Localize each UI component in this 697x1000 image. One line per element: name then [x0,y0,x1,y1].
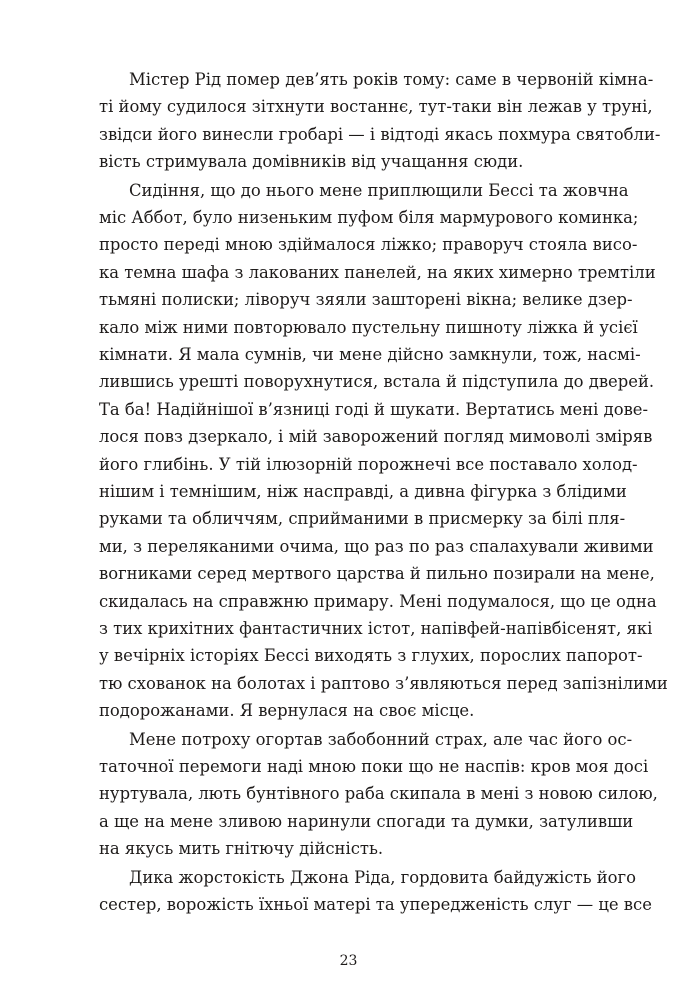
text-line: Мене потроху огортав забобонний страх, але час його ос- [129,729,633,749]
text-line: сестер, ворожість їхньої матері та упередженість слуг — це все [99,895,652,914]
page-number: 23 [339,953,358,969]
text-line: нуртувала, лють бунтівного раба скипала в мені з новою силою, [99,784,658,804]
text-line: кімнати. Я мала сумнів, чи мене дійсно замкнули, тож, насмі- [99,345,641,364]
text-line: лившись урешті поворухнутися, встала й підступила до дверей. [99,372,655,392]
text-line: руками та обличчям, сприйманими в присмерку за білі пля- [99,509,626,529]
text-line: нішим і темнішим, ніж насправді, а дивна фігурка з блідими [99,482,627,501]
text-line: у вечірніх історіях Бессі виходять з глухих, порослих папорот- [99,646,643,666]
text-line: тю схованок на болотах і раптово з’являються перед запізнілими [99,673,668,693]
text-line: а ще на мене зливою наринули спогади та думки, затуливши [99,811,634,831]
text-line: на якусь мить гнітючу дійсність. [99,839,384,859]
text-line: Сидіння, що до нього мене приплющили Бессі та жовчна [129,180,629,200]
text-line: звідси його винесли гробарі — і відтоді якась похмура святобли- [99,124,661,144]
text-line: ми, з переляканими очима, що раз по раз спалахували живими [99,536,654,556]
text-line: кало між ними повторювало пустельну пишноту ліжка й усієї [99,317,638,337]
text-line: ка темна шафа з лакованих панелей, на яких химерно тремтіли [99,262,656,282]
text-line: таточної перемоги наді мною поки що не наспів: кров моя досі [99,757,649,776]
text-line: Містер Рід помер дев’ять років тому: саме в червоній кімна- [129,70,654,89]
text-line: ті йому судилося зітхнути востаннє, тут-таки він лежав у труні, [99,97,653,117]
text-line: подорожанами. Я вернулася на своє місце. [99,701,475,721]
text-line: з тих крихітних фантастичних істот, напівфей-напівбісенят, які [99,619,653,638]
text-line: Дика жорстокість Джона Ріда, гордовита байдужість його [129,867,636,887]
text-line: його глибінь. У тій ілюзорній порожнечі все поставало холод- [99,454,638,474]
text-line: лося повз дзеркало, і мій заворожений погляд мимоволі зміряв [99,427,653,447]
text-line: просто переді мною здіймалося ліжко; праворуч стояла висо- [99,235,638,255]
text-line: тьмяні полиски; ліворуч зяяли зашторені вікна; велике дзер- [99,290,633,310]
text-line: вість стримувала домівників від учащання сюди. [99,152,524,172]
text-line: Та ба! Надійнішої в’язниці годі й шукати. Вертатись мені довe- [99,399,649,419]
text-line: вогниками серед мертвого царства й пильно позирали на мене, [99,564,655,584]
text-line: скидалась на справжню примару. Мені подумалося, що це одна [99,591,657,611]
text-line: міс Аббот, було низеньким пуфом біля мармурового коминка; [99,208,639,227]
